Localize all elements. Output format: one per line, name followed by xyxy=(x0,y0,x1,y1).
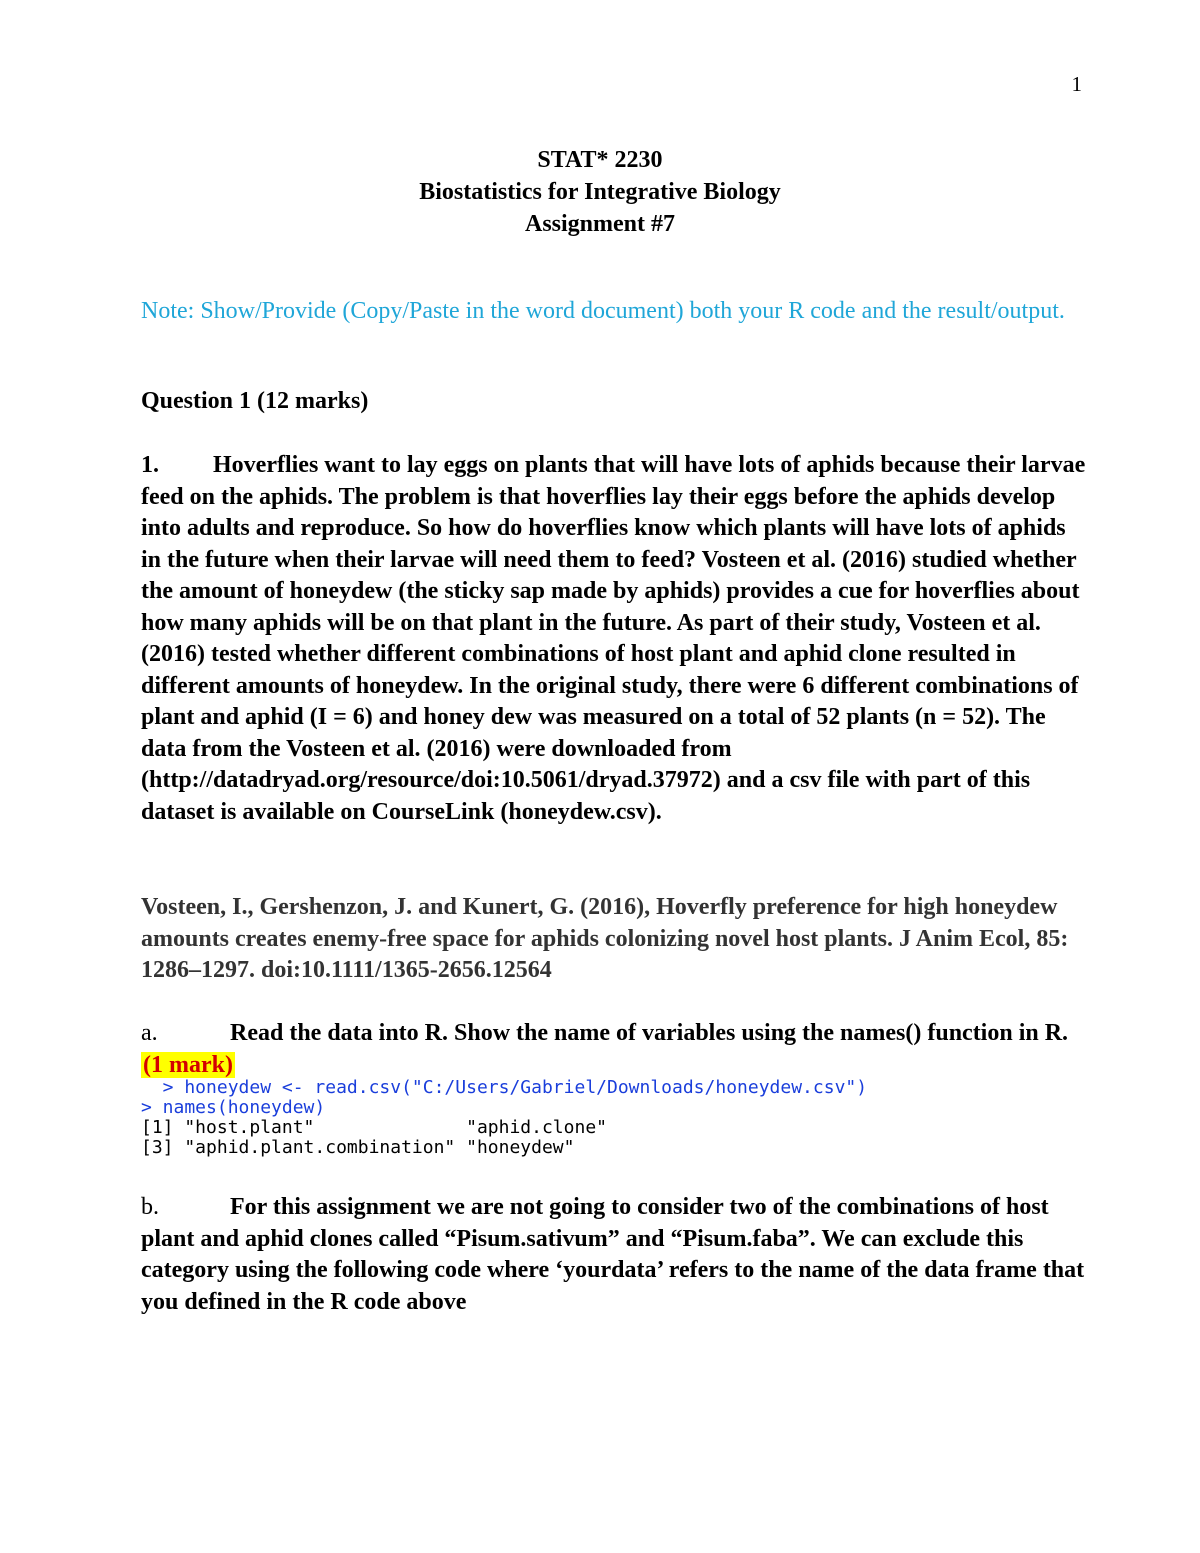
part-b-text: For this assignment we are not going to consider two of the combinations of host plant and aphid clones called “Pisum.sativum” and “Pisum.faba”. We can exclude this category using the following code where ‘yourdata’ refers to the name of the data frame that you defined in the R code above xyxy=(141,1194,1085,1315)
document-header xyxy=(0,144,1200,240)
part-b-letter: b. xyxy=(141,1194,159,1220)
part-a-letter: a. xyxy=(141,1020,158,1046)
part-a-text: Read the data into R. Show the name of variables using the names() function in R. xyxy=(230,1020,1069,1046)
assignment-title: Assignment #7 xyxy=(524,211,675,237)
question-heading: Question 1 (12 marks) xyxy=(141,388,369,414)
page-number: 1 xyxy=(1071,72,1082,96)
r-code-output xyxy=(141,1078,867,1158)
citation: Vosteen, I., Gershenzon, J. and Kunert, G. (2016), Hoverfly preference for high honeydew amounts creates enemy-free space for aphids colonizing novel host plants. J Anim Ecol, 85: 1286–1297. doi:10.1111/1365-2656.12564 xyxy=(141,894,1069,983)
question-body xyxy=(141,450,1086,828)
course-code: STAT* 2230 xyxy=(537,147,663,173)
part-a xyxy=(141,1018,1086,1081)
question-number: 1. xyxy=(141,452,159,478)
code-line: [1] "host.plant" "aphid.clone" xyxy=(141,1117,607,1138)
marks-badge: (1 mark) xyxy=(143,1051,233,1078)
course-title: Biostatistics for Integrative Biology xyxy=(419,179,781,205)
part-b xyxy=(141,1192,1086,1318)
question-text: Hoverflies want to lay eggs on plants that will have lots of aphids because their larvae feed on the aphids. The problem is that hoverflies lay their eggs before the aphids develop into adults and reproduce. So how do hoverflies know which plants will have lots of aphids in the future when their larvae will need them to feed? Vosteen et al. (2016) studied whether the amount of honeydew (the sticky sap made by aphids) provides a cue for hoverflies about how many aphids will be on that plant in the future. As part of their study, Vosteen et al. (2016) tested whether different combinations of host plant and aphid clone resulted in different amounts of honeydew. In the original study, there were 6 different combinations of plant and aphid (I = 6) and honey dew was measured on a total of 52 plants (n = 52). The data from the Vosteen et al. (2016) were downloaded from (http://datadryad.org/resource/doi:10.5061/dryad.37972) and a csv file with part of this dataset is available on CourseLink (honeydew.csv). xyxy=(141,452,1086,825)
code-line: [3] "aphid.plant.combination" "honeydew" xyxy=(141,1137,575,1158)
instruction-note: Note: Show/Provide (Copy/Paste in the word document) both your R code and the result/output. xyxy=(141,298,1065,324)
code-line: > honeydew <- read.csv("C:/Users/Gabriel/Downloads/honeydew.csv") xyxy=(141,1077,868,1098)
code-line: > names(honeydew) xyxy=(141,1097,326,1118)
